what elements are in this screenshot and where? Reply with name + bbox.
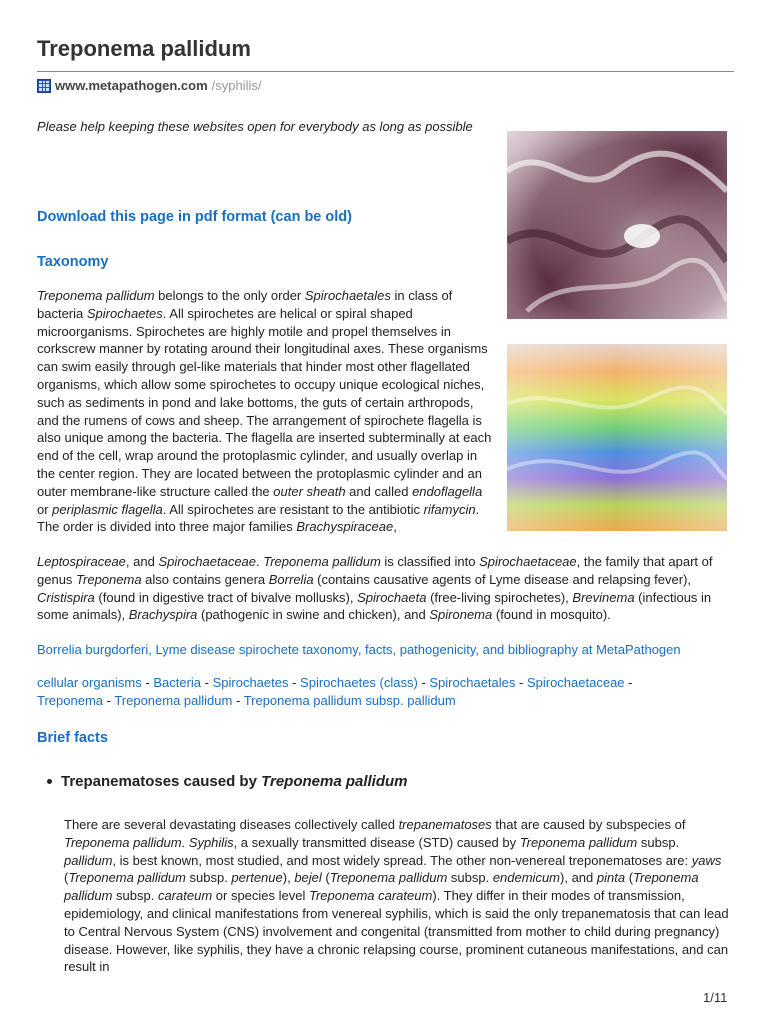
site-grid-icon [37,79,51,93]
support-message: Please help keeping these websites open for everybody as long as possible [37,119,473,134]
bullet-title: Trepanematoses caused by Treponema pallidum [61,773,408,790]
download-pdf-link[interactable]: Download this page in pdf format (can be old) [37,209,352,225]
title-divider [37,71,734,72]
crumb-cellular-organisms[interactable]: cellular organisms [37,675,142,690]
crumb-treponema-pallidum[interactable]: Treponema pallidum [114,693,233,708]
taxonomy-heading: Taxonomy [37,254,109,270]
abstract-rainbow-image [507,344,727,531]
source-url[interactable] [37,78,262,93]
crumb-treponema[interactable]: Treponema [37,693,103,708]
crumb-subsp-pallidum[interactable]: Treponema pallidum subsp. pallidum [243,693,456,708]
abstract-purple-image [507,131,727,319]
page-title: Treponema pallidum [37,36,251,61]
crumb-bacteria[interactable]: Bacteria [153,675,202,690]
crumb-spirochaetes[interactable]: Spirochaetes [212,675,289,690]
taxonomy-breadcrumb: cellular organisms - Bacteria - Spirochaetes - Spirochaetes (class) - Spirochaetales - Spirochaetaceae - Treponema - Treponema pallidum - Treponema pallidum subsp. pallidum [37,675,633,708]
bullet-dot-icon [47,779,52,784]
borrelia-link[interactable]: Borrelia burgdorferi, Lyme disease spirochete taxonomy, facts, pathogenicity, and bibliography at MetaPathogen [37,642,681,657]
taxonomy-paragraph-continued: Leptospiraceae, and Spirochaetaceae. Treponema pallidum is classified into Spirochaetaceae, the family that apart of genus Treponema also contains genera Borrelia (contains causative agents of Lyme disease and relapsing fever), Cristispira (found in digestive tract of bivalve mollusks), Spirochaeta (free-living spirochetes), Brevinema (infectious in some animals), Brachyspira (pathogenic in swine and chicken), and Spironema (found in mosquito). [37,554,713,623]
brief-facts-heading: Brief facts [37,730,108,746]
page-number: 1/11 [703,990,728,1005]
taxonomy-paragraph: Treponema pallidum belongs to the only order Spirochaetales in class of bacteria Spirochaetes. All spirochetes are helical or spiral shaped microorganisms. Spirochetes are highly motile and propel themselves in corkscrew manner by rotating around their longitudinal axes. These organisms can swim easily through gel-like materials that hinder most other flagellated organisms, which allow some spirochetes to occupy unique ecological niches, such as sediments in pond and lake bottoms, the guts of certain arthropods, and the rumens of cows and sheep. The arrangement of spirochete flagella is also unique among the bacteria. The flagella are inserted subterminally at each end of the cell, wrap around the protoplasmic cylinder, and usually overlap in the center region. They are located between the protoplasmic cylinder and an outer membrane-like structure called the outer sheath and called endoflagella or periplasmic flagella. All spirochetes are resistant to the antibiotic rifamycin. The order is divided into three major families Brachyspiraceae, [37,288,492,535]
bullet-trepanematoses [47,773,408,790]
url-domain[interactable]: www.metapathogen.com [55,78,208,93]
crumb-spirochaetes-class[interactable]: Spirochaetes (class) [300,675,418,690]
crumb-spirochaetales[interactable]: Spirochaetales [429,675,516,690]
crumb-spirochaetaceae[interactable]: Spirochaetaceae [526,675,625,690]
url-path[interactable]: /syphilis/ [211,78,262,93]
trepanematoses-paragraph: There are several devastating diseases collectively called trepanematoses that are caused by subspecies of Treponema pallidum. Syphilis, a sexually transmitted disease (STD) caused by Treponema pallidum subsp. pallidum, is best known, most studied, and most widely spread. The other non-venereal treponematoses are: yaws (Treponema pallidum subsp. pertenue), bejel (Treponema pallidum subsp. endemicum), and pinta (Treponema pallidum subsp. carateum or species level Treponema carateum). They differ in their modes of transmission, epidemiology, and clinical manifestations from venereal syphilis, which is said the only trepanematosis that can lead to Central Nervous System (CNS) involvement and congenital (transmitted from mother to child during pregnancy) disease. However, like syphilis, they have a chronic relapsing course, prominent cutaneous manifestations, and can result in [64,817,729,975]
